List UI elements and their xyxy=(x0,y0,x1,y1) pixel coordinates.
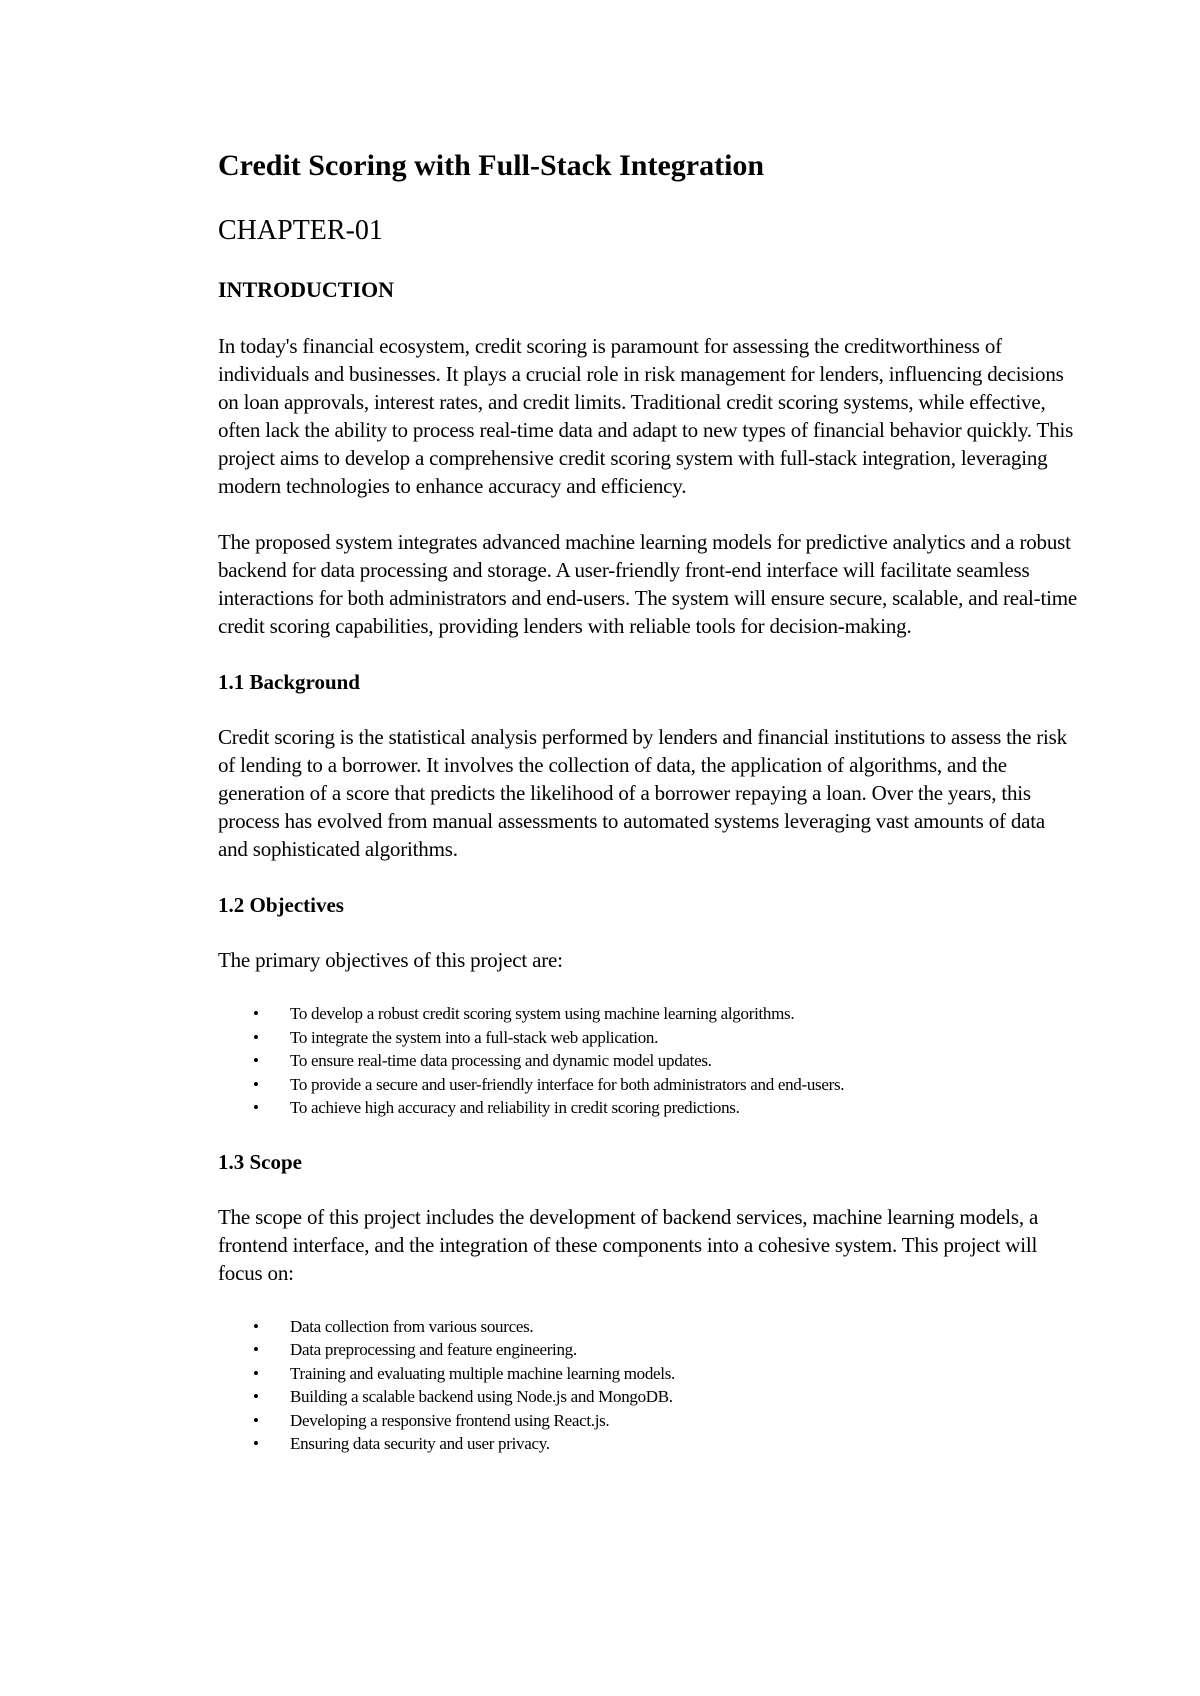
list-item-text: Ensuring data security and user privacy. xyxy=(290,1434,550,1453)
list-item xyxy=(218,1026,1078,1050)
bullet-icon: • xyxy=(253,1363,259,1383)
list-item xyxy=(218,1432,1078,1456)
bullet-icon: • xyxy=(253,1004,259,1023)
list-item xyxy=(218,1315,1078,1339)
list-item-text: Developing a responsive frontend using React.js. xyxy=(290,1410,610,1430)
list-item-text: To provide a secure and user-friendly interface for both administrators and end-users. xyxy=(290,1074,845,1094)
bullet-icon: • xyxy=(253,1340,259,1359)
bullet-icon: • xyxy=(253,1387,259,1406)
bullet-icon: • xyxy=(253,1316,259,1336)
introduction-heading: INTRODUCTION xyxy=(218,277,395,302)
chapter-heading: CHAPTER-01 xyxy=(218,215,383,246)
list-item-text: Data preprocessing and feature engineering. xyxy=(290,1340,577,1359)
bullet-icon: • xyxy=(253,1074,259,1094)
document-page xyxy=(218,148,1078,1484)
scope-intro: The scope of this project includes the development of backend services, machine learning models, a frontend interface, and the integration of these components into a cohesive system. This project will focus on: xyxy=(218,1204,1039,1285)
bullet-icon: • xyxy=(253,1051,259,1070)
objectives-heading: 1.2 Objectives xyxy=(218,893,344,917)
list-item xyxy=(218,1096,1078,1120)
scope-list xyxy=(218,1315,1078,1456)
bullet-icon: • xyxy=(253,1434,259,1453)
bullet-icon: • xyxy=(253,1027,259,1047)
bullet-icon: • xyxy=(253,1098,259,1117)
list-item xyxy=(218,1385,1078,1409)
list-item-text: To ensure real-time data processing and dynamic model updates. xyxy=(290,1051,712,1070)
list-item-text: To integrate the system into a full-stack web application. xyxy=(290,1027,659,1047)
introduction-paragraph-1: In today's financial ecosystem, credit scoring is paramount for assessing the creditworthiness of individuals and businesses. It plays a crucial role in risk management for lenders, influencing decisions on loan approvals, interest rates, and credit limits. Traditional credit scoring systems, while effective, often lack the ability to process real-time data and adapt to new types of financial behavior quickly. This project aims to develop a comprehensive credit scoring system with full-stack integration, leveraging modern technologies to enhance accuracy and efficiency. xyxy=(218,334,1074,498)
list-item xyxy=(218,1338,1078,1362)
background-paragraph: Credit scoring is the statistical analysis performed by lenders and financial institutions to assess the risk of lending to a borrower. It involves the collection of data, the application of algorithms, and the generation of a score that predicts the likelihood of a borrower repaying a loan. Over the years, this process has evolved from manual assessments to automated systems leveraging vast amounts of data and sophisticated algorithms. xyxy=(218,725,1067,861)
list-item xyxy=(218,1073,1078,1097)
background-heading: 1.1 Background xyxy=(218,670,360,694)
list-item-text: To achieve high accuracy and reliability in credit scoring predictions. xyxy=(290,1098,740,1117)
document-title: Credit Scoring with Full-Stack Integration xyxy=(218,149,765,182)
objectives-list xyxy=(218,1002,1078,1120)
list-item-text: To develop a robust credit scoring system using machine learning algorithms. xyxy=(290,1004,795,1023)
list-item xyxy=(218,1049,1078,1073)
objectives-intro: The primary objectives of this project are: xyxy=(218,948,563,972)
introduction-paragraph-2: The proposed system integrates advanced machine learning models for predictive analytics and a robust backend for data processing and storage. A user-friendly front-end interface will facilitate seamless interactions for both administrators and end-users. The system will ensure secure, scalable, and real-time credit scoring capabilities, providing lenders with reliable tools for decision-making. xyxy=(218,530,1077,638)
list-item xyxy=(218,1362,1078,1386)
list-item xyxy=(218,1002,1078,1026)
list-item xyxy=(218,1409,1078,1433)
list-item-text: Building a scalable backend using Node.js and MongoDB. xyxy=(290,1387,673,1406)
scope-heading: 1.3 Scope xyxy=(218,1149,302,1174)
bullet-icon: • xyxy=(253,1410,259,1430)
list-item-text: Training and evaluating multiple machine learning models. xyxy=(290,1363,675,1383)
list-item-text: Data collection from various sources. xyxy=(290,1316,534,1336)
